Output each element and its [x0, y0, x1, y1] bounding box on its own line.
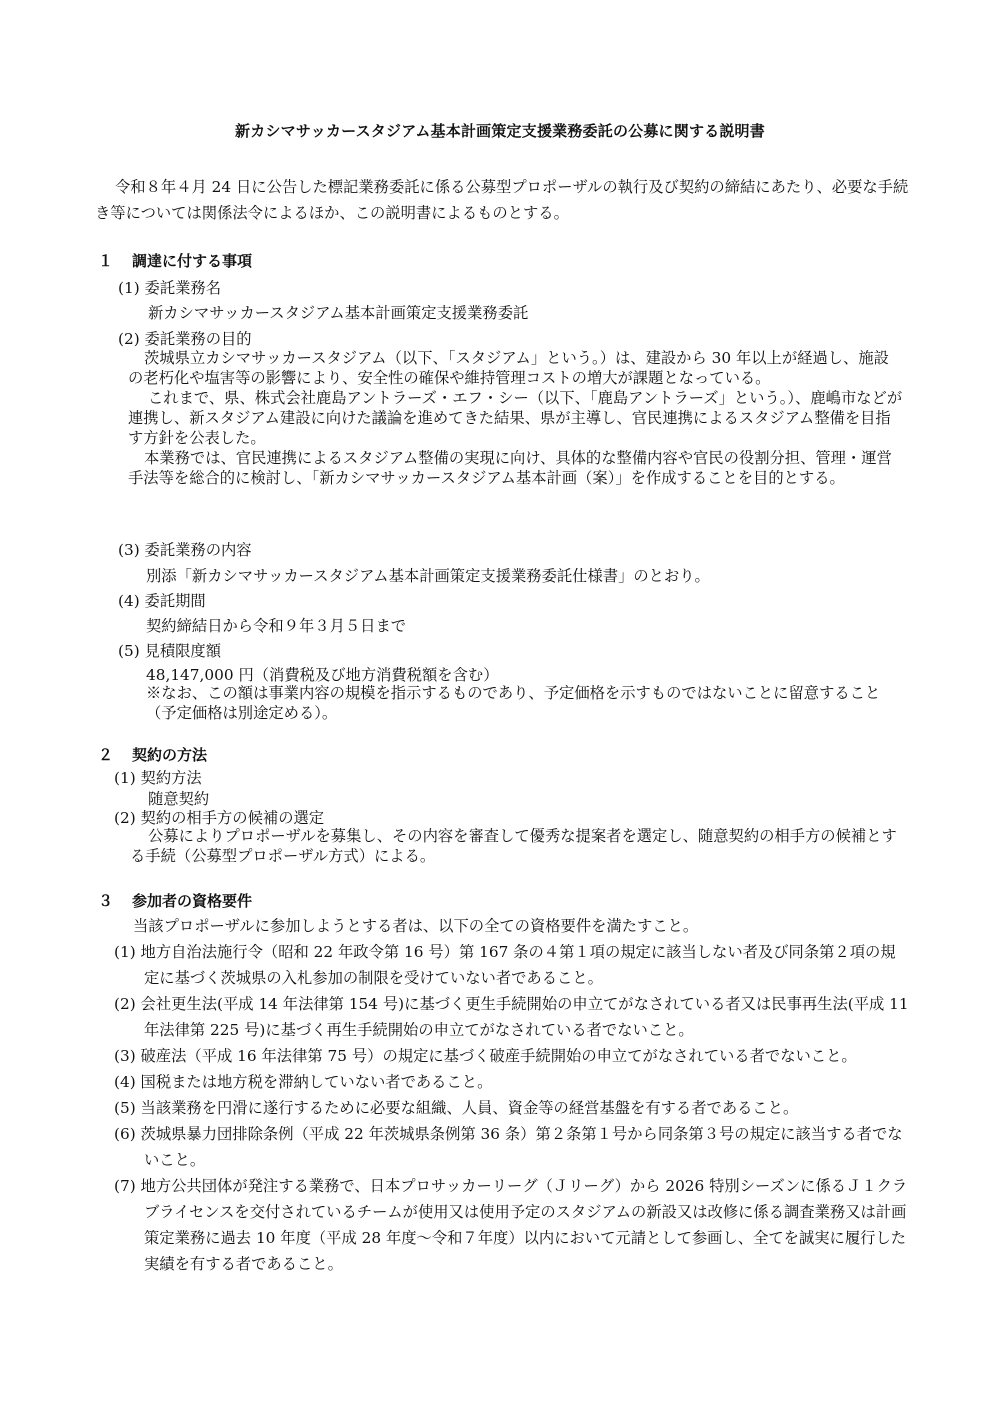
requirement-item: (5) 当該業務を円滑に遂行するために必要な組織、人員、資金等の経営基盤を有する者であること。 [114, 1099, 799, 1117]
requirements-list [114, 939, 910, 1277]
section-1-number: １ [98, 252, 114, 270]
section-1-title: 調達に付する事項 [132, 252, 253, 270]
requirement-item: (7) 地方公共団体が発注する業務で、日本プロサッカーリーグ（Ｊリーグ）から 2026 特別シーズンに係るＪ１クラブライセンスを交付されているチームが使用又は使用予定のスタジアムの新設又は改修に係る調査業務又は計画策定業務に過去 10 年度（平成 28 年度～令和７年度）以内において元請として参画し、全てを誠実に履行した実績を有する者であること。 [114, 1177, 908, 1273]
requirement-item: (3) 破産法（平成 16 年法律第 75 号）の規定に基づく破産手続開始の申立てがなされている者でないこと。 [114, 1047, 857, 1065]
section-3-lead: 当該プロポーザルに参加しようとする者は、以下の全ての資格要件を満たすこと。 [133, 917, 699, 935]
item-1-4-label: (4) 委託期間 [118, 592, 206, 610]
section-3-number: ３ [98, 892, 114, 910]
item-2-1-text: 随意契約 [148, 790, 210, 808]
requirement-item: (6) 茨城県暴力団排除条例（平成 22 年茨城県条例第 36 条）第２条第１号から同条第３号の規定に該当する者でないこと。 [114, 1125, 903, 1169]
item-1-5-label: (5) 見積限度額 [118, 642, 222, 660]
item-1-2-label: (2) 委託業務の目的 [118, 330, 252, 348]
requirement-item: (2) 会社更生法(平成 14 年法律第 154 号)に基づく更生手続開始の申立てがなされている者又は民事再生法(平成 11 年法律第 225 号)に基づく再生手続開始の申立てがなされている者でないこと。 [114, 995, 909, 1039]
item-1-5-note: ※なお、この額は事業内容の規模を指示するものであり、予定価格を示すものではないことに留意すること（予定価格は別途定める）。 [146, 684, 881, 722]
item-1-5-text: 48,147,000 円（消費税及び地方消費税額を含む） [146, 666, 499, 684]
item-2-1-label: (1) 契約方法 [114, 769, 202, 787]
item-2-2-text: 公募によりプロポーザルを募集し、その内容を審査して優秀な提案者を選定し、随意契約の相手方の候補とする手続（公募型プロポーザル方式）による。 [130, 827, 897, 865]
section-3-heading [98, 890, 252, 911]
section-2-number: ２ [98, 746, 114, 764]
item-1-3-text: 別添「新カシマサッカースタジアム基本計画策定支援業務委託仕様書」のとおり。 [146, 567, 710, 585]
item-1-4-text: 契約締結日から令和９年３月５日まで [146, 617, 407, 635]
item-1-3-label: (3) 委託業務の内容 [118, 541, 252, 559]
purpose-paragraph-1: 茨城県立カシマサッカースタジアム（以下、「スタジアム」という。）は、建設から 30 年以上が経過し、施設の老朽化や塩害等の影響により、安全性の確保や維持管理コストの増大が課題となっている。 [128, 349, 889, 387]
section-2-heading [98, 744, 207, 765]
requirement-item: (4) 国税または地方税を滞納していない者であること。 [114, 1073, 493, 1091]
item-2-2-label: (2) 契約の相手方の候補の選定 [114, 809, 325, 827]
section-1-heading [98, 250, 252, 271]
document-title: 新カシマサッカースタジアム基本計画策定支援業務委託の公募に関する説明書 [235, 122, 765, 140]
section-2-title: 契約の方法 [132, 746, 208, 764]
requirement-item: (1) 地方自治法施行令（昭和 22 年政令第 16 号）第 167 条の４第１項の規定に該当しない者及び同条第２項の規定に基づく茨城県の入札参加の制限を受けていない者であること。 [114, 943, 896, 987]
item-1-1-label: (1) 委託業務名 [118, 279, 222, 297]
intro-paragraph: 令和８年４月 24 日に公告した標記業務委託に係る公募型プロポーザルの執行及び契約の締結にあたり、必要な手続き等については関係法令によるほか、この説明書によるものとする。 [95, 178, 909, 222]
purpose-paragraph-3: 本業務では、官民連携によるスタジアム整備の実現に向け、具体的な整備内容や官民の役割分担、管理・運営手法等を総合的に検討し、「新カシマサッカースタジアム基本計画（案）」を作成することを目的とする。 [128, 449, 892, 487]
section-3-title: 参加者の資格要件 [132, 892, 253, 910]
item-1-1-text: 新カシマサッカースタジアム基本計画策定支援業務委託 [148, 304, 529, 322]
item-1-2-body [128, 348, 904, 488]
purpose-paragraph-2: これまで、県、株式会社鹿島アントラーズ・エフ・シー（以下、「鹿島アントラーズ」という。）、鹿嶋市などが連携し、新スタジアム建設に向けた議論を進めてきた結果、県が主導し、官民連携によるスタジアム整備を目指す方針を公表した。 [128, 389, 903, 447]
